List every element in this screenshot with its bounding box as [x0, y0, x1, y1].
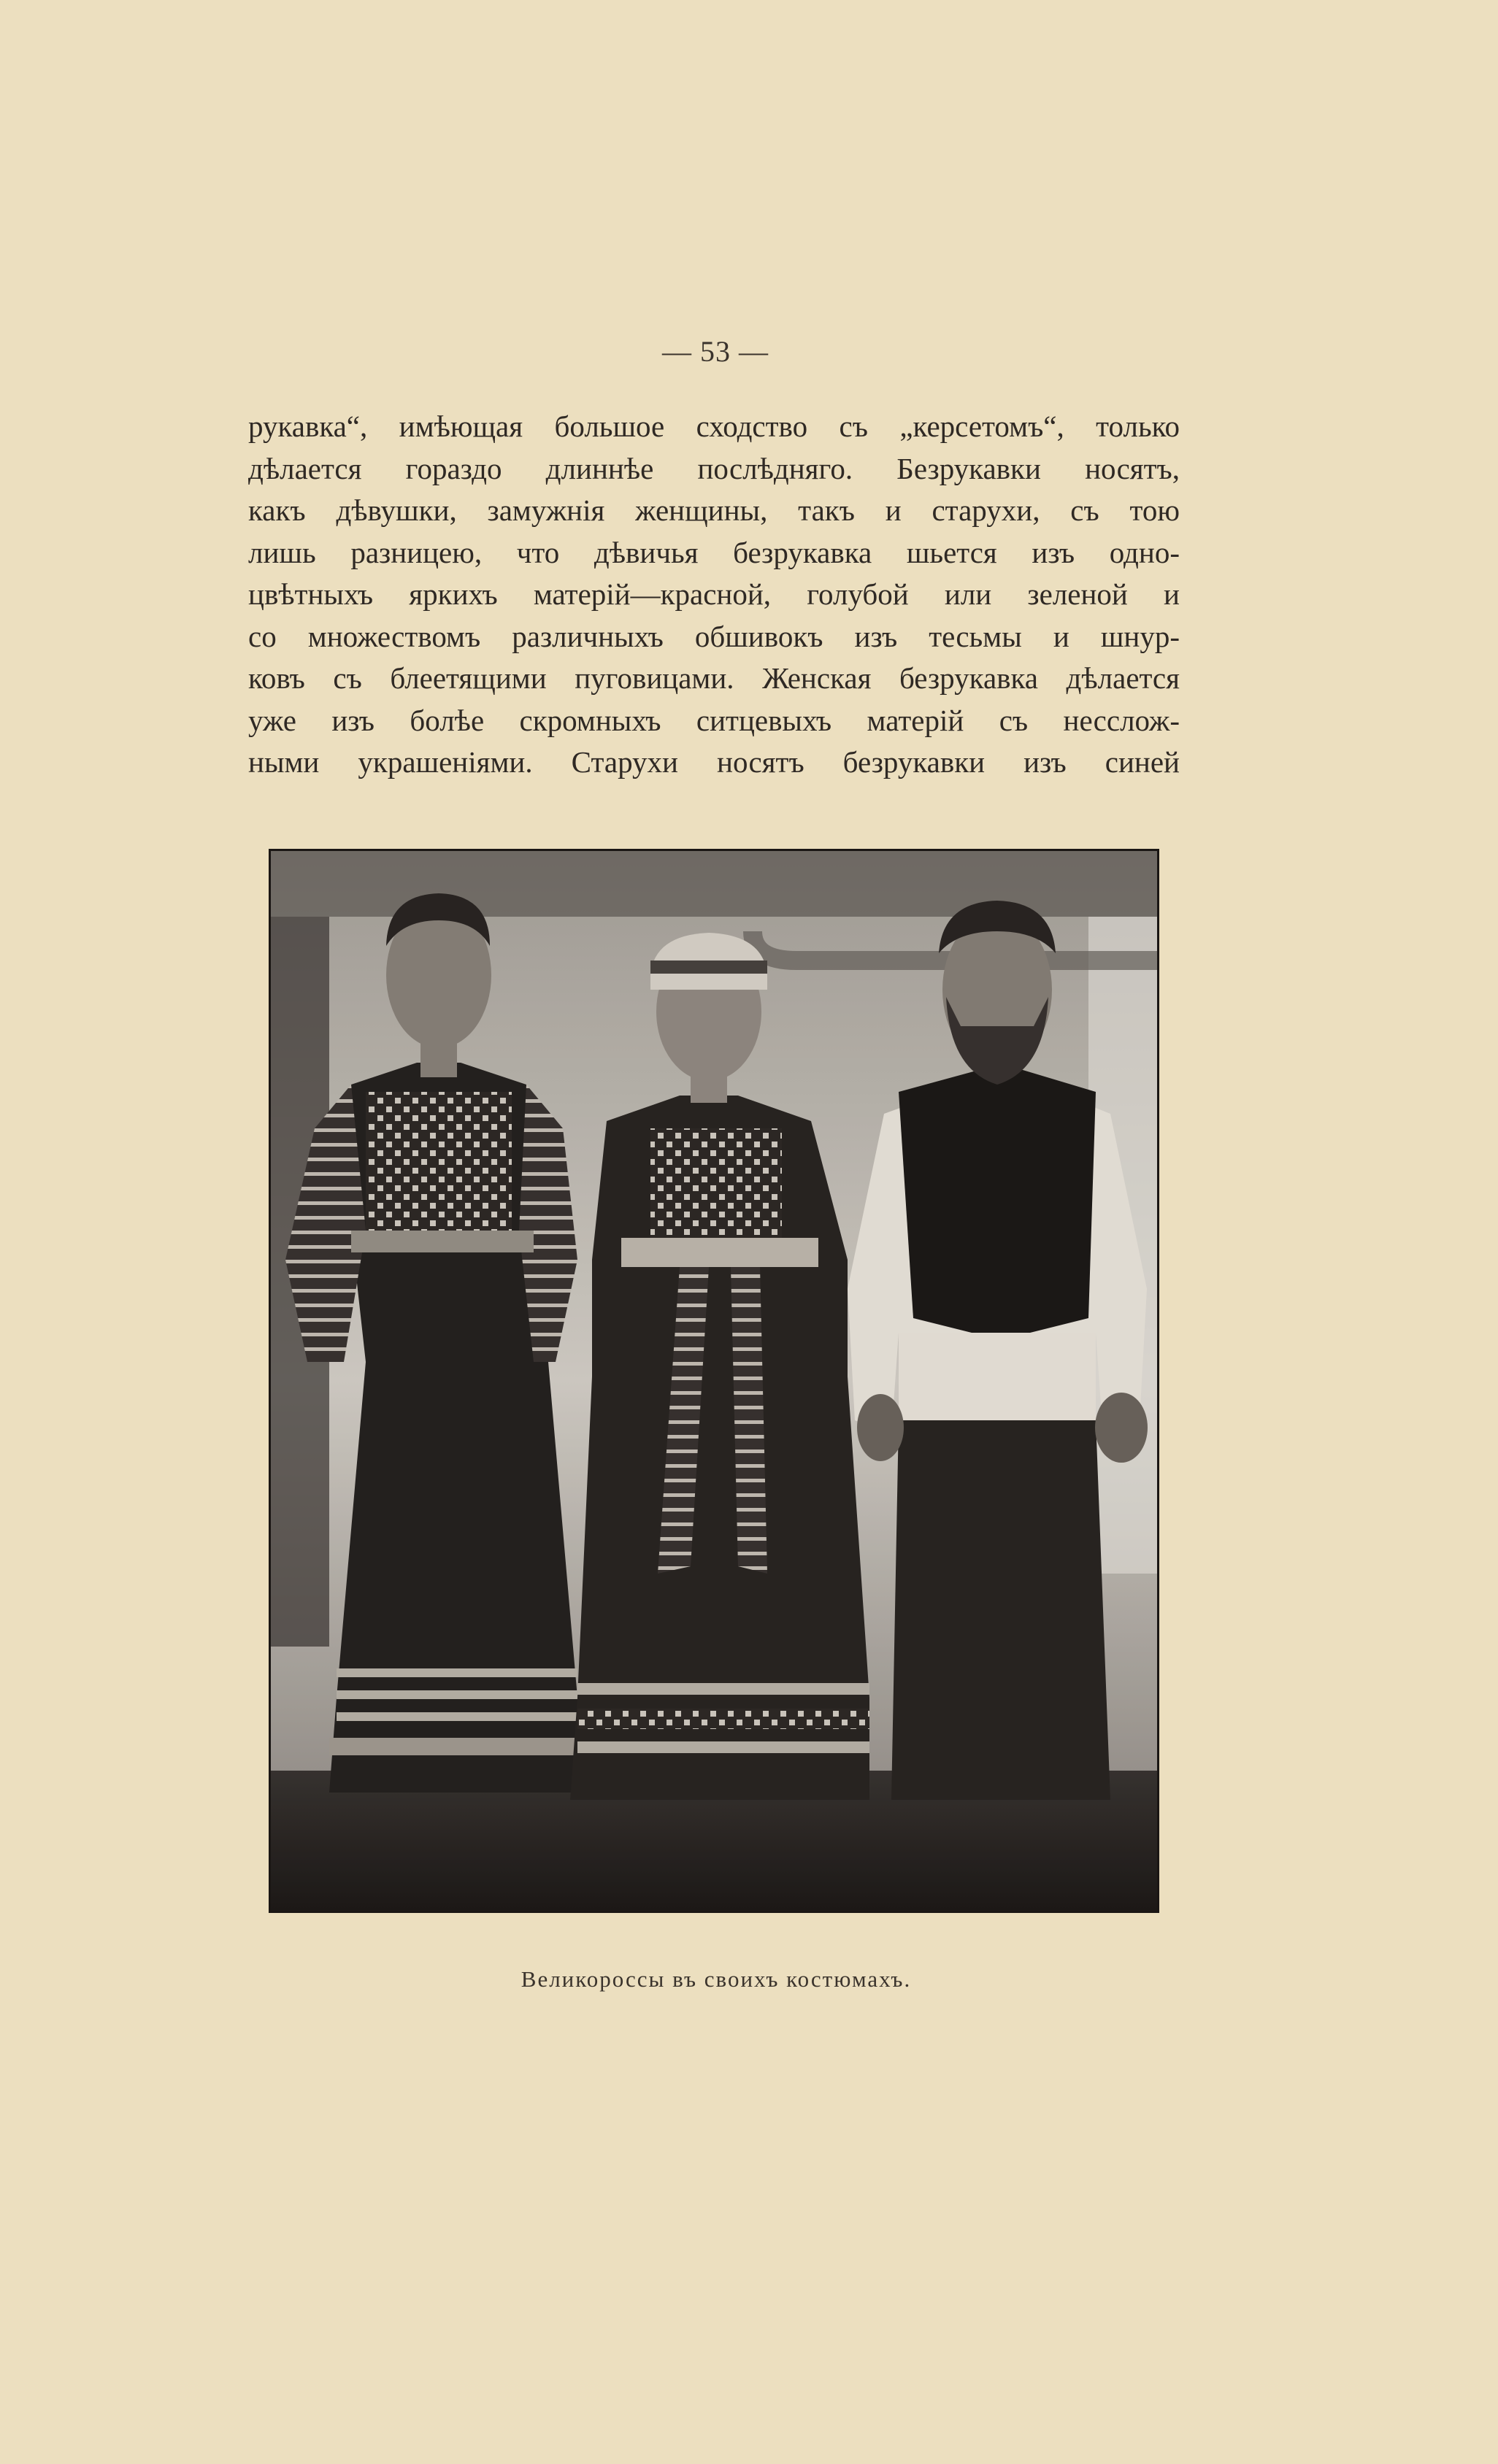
- text-line: цвѣтныхъ яркихъ матерій—красной, голубой или зеленой и: [248, 577, 1180, 611]
- body-text: [248, 406, 1180, 784]
- text-line: ными украшеніями. Старухи носятъ безрукавки изъ синей: [248, 745, 1180, 779]
- text-line: рукавка“, имѣющая большое сходство съ „керсетомъ“, только: [248, 409, 1180, 443]
- page-number: — 53 —: [662, 335, 769, 368]
- photo-caption: Великороссы въ своихъ костюмахъ.: [521, 1966, 912, 1992]
- photograph: [269, 849, 1159, 1913]
- photo-illustration: [271, 851, 1157, 1911]
- text-line: со множествомъ различныхъ обшивокъ изъ тесьмы и шнур-: [248, 619, 1180, 653]
- text-line: ковъ съ блеетящими пуговицами. Женская безрукавка дѣлается: [248, 661, 1180, 695]
- text-line: уже изъ болѣе скромныхъ ситцевыхъ матерій съ несслож-: [248, 703, 1180, 737]
- text-line: лишь разницею, что дѣвичья безрукавка шьется изъ одно-: [248, 535, 1180, 569]
- text-line: какъ дѣвушки, замужнія женщины, такъ и старухи, съ тою: [248, 493, 1180, 527]
- text-line: дѣлается гораздо длиннѣе послѣдняго. Безрукавки носятъ,: [248, 451, 1180, 485]
